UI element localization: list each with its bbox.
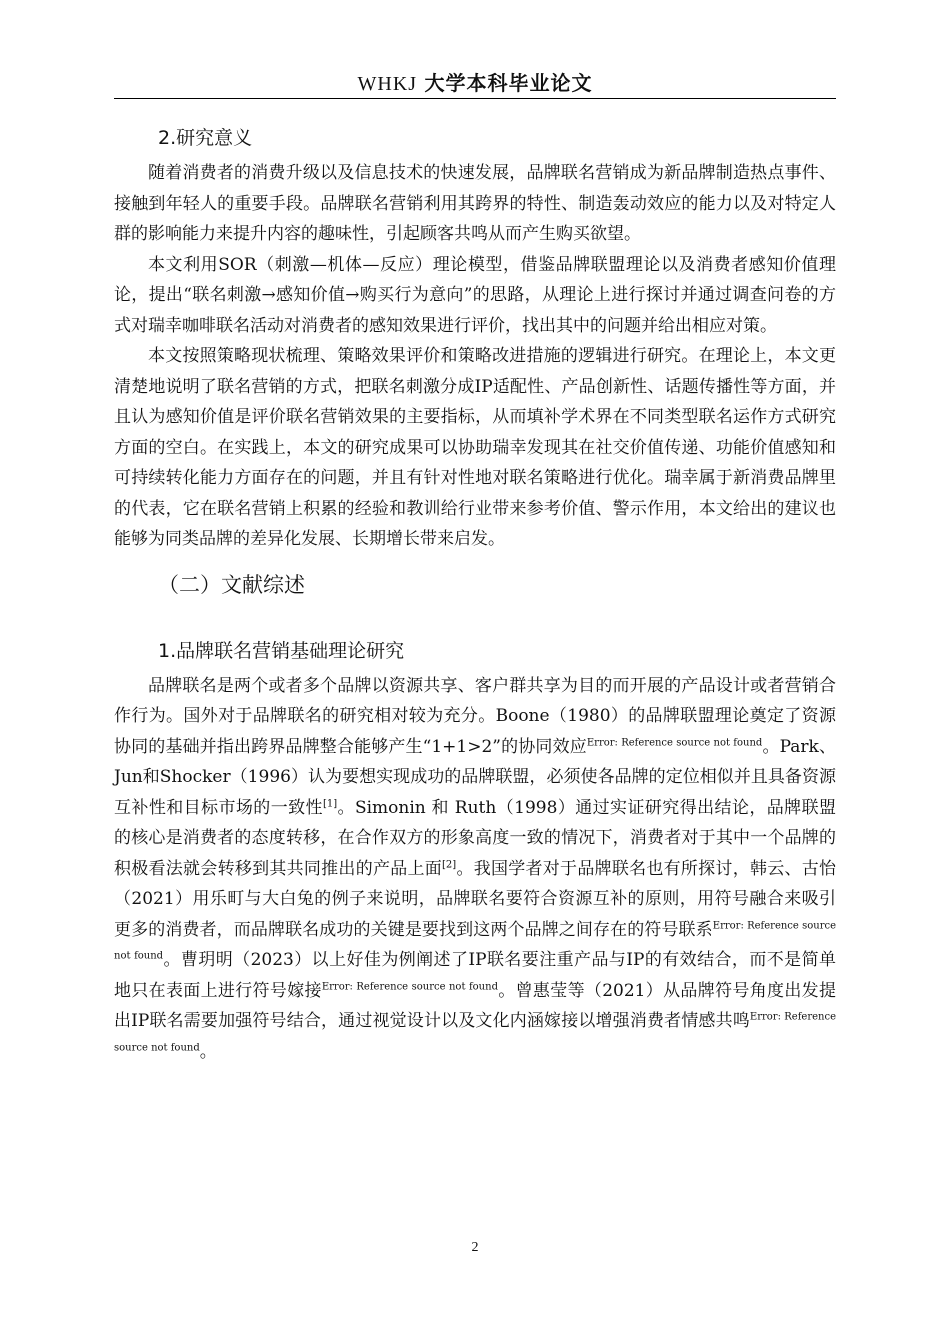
text-run: 。 — [199, 1041, 217, 1062]
text-run: 。曹玥明（2023）以上好佳为例阐述了IP联名要注重产品与IP的有效结合，而不是简单地只在表面上进行符号嫁接 — [114, 950, 836, 1001]
citation-error: Error: Reference source not found — [114, 1011, 836, 1053]
citation-error: Error: Reference source not found — [321, 980, 498, 992]
citation-ref: [2] — [442, 858, 457, 870]
paragraph: 本文利用SOR（刺激—机体—反应）理论模型，借鉴品牌联盟理论以及消费者感知价值理论，提出“联名刺激→感知价值→购买行为意向”的思路，从理论上进行探讨并通过调查问卷的方式对瑞幸咖啡联名活动对消费者的感知效果进行评价，找出其中的问题并给出相应对策。 — [114, 254, 836, 336]
text-run: 。曾惠莹等（2021）从品牌符号角度出发提出IP联名需要加强符号结合，通过视觉设计以及文化内涵嫁接以增强消费者情感共鸣 — [114, 980, 836, 1031]
section-heading-literature-review: （二）文献综述 — [158, 572, 305, 597]
text-run: 品牌联名是两个或者多个品牌以资源共享、客户群共享为目的而开展的产品设计或者营销合作行为。国外对于品牌联名的研究相对较为充分。Boone（1980）的品牌联盟理论奠定了资源协同的基础并指出跨界品牌整合能够产生“1+1>2”的协同效应 — [114, 675, 836, 757]
paragraph: 本文按照策略现状梳理、策略效果评价和策略改进措施的逻辑进行研究。在理论上，本文更清楚地说明了联名营销的方式，把联名刺激分成IP适配性、产品创新性、话题传播性等方面，并且认为感知价值是评价联名营销效果的主要指标，从而填补学术界在不同类型联名运作方式研究方面的空白。在实践上，本文的研究成果可以协助瑞幸发现其在社交价值传递、功能价值感知和可持续转化能力方面存在的问题，并且有针对性地对联名策略进行优化。瑞幸属于新消费品牌里的代表，它在联名营销上积累的经验和教训给行业带来参考价值、警示作用，本文给出的建议也能够为同类品牌的差异化发展、长期增长带来启发。 — [114, 346, 836, 549]
text-run: 。我国学者对于品牌联名也有所探讨，韩云、古怡（2021）用乐町与大白兔的例子来说明，品牌联名要符合资源互补的原则，用符号融合来吸引更多的消费者，而品牌联名成功的关键是要找到这两个品牌之间存在的符号联系 — [114, 858, 837, 940]
header-rule — [114, 98, 836, 99]
citation-ref: [1] — [322, 797, 338, 809]
text-run: 。Simonin 和 Ruth（1998）通过实证研究得出结论，品牌联盟的核心是消费者的态度转移，在合作双方的形象高度一致的情况下，消费者对于其中一个品牌的积极看法就会转移到其共同推出的产品上面 — [114, 797, 837, 879]
page-number: 2 — [471, 1240, 479, 1255]
running-header — [114, 68, 836, 98]
citation-error: Error: Reference source not found — [114, 919, 836, 962]
header-title: 大学本科毕业论文 — [424, 71, 593, 95]
body-content — [114, 118, 836, 1067]
section-heading-research-significance: 2.研究意义 — [158, 127, 253, 149]
subsection-heading-theory: 1.品牌联名营销基础理论研究 — [158, 639, 405, 662]
header-latin: WHKJ — [357, 73, 418, 95]
paragraph: 随着消费者的消费升级以及信息技术的快速发展，品牌联名营销成为新品牌制造热点事件、接触到年轻人的重要手段。品牌联名营销利用其跨界的特性、制造轰动效应的能力以及对特定人群的影响能力来提升内容的趣味性，引起顾客共鸣从而产生购买欲望。 — [114, 163, 836, 244]
text-run: 。Park、Jun和Shocker（1996）认为要想实现成功的品牌联盟，必须使各品牌的定位相似并且具备资源互补性和目标市场的一致性 — [114, 736, 836, 818]
citation-error: Error: Reference source not found — [586, 736, 763, 748]
paragraph-literature — [114, 671, 836, 1068]
